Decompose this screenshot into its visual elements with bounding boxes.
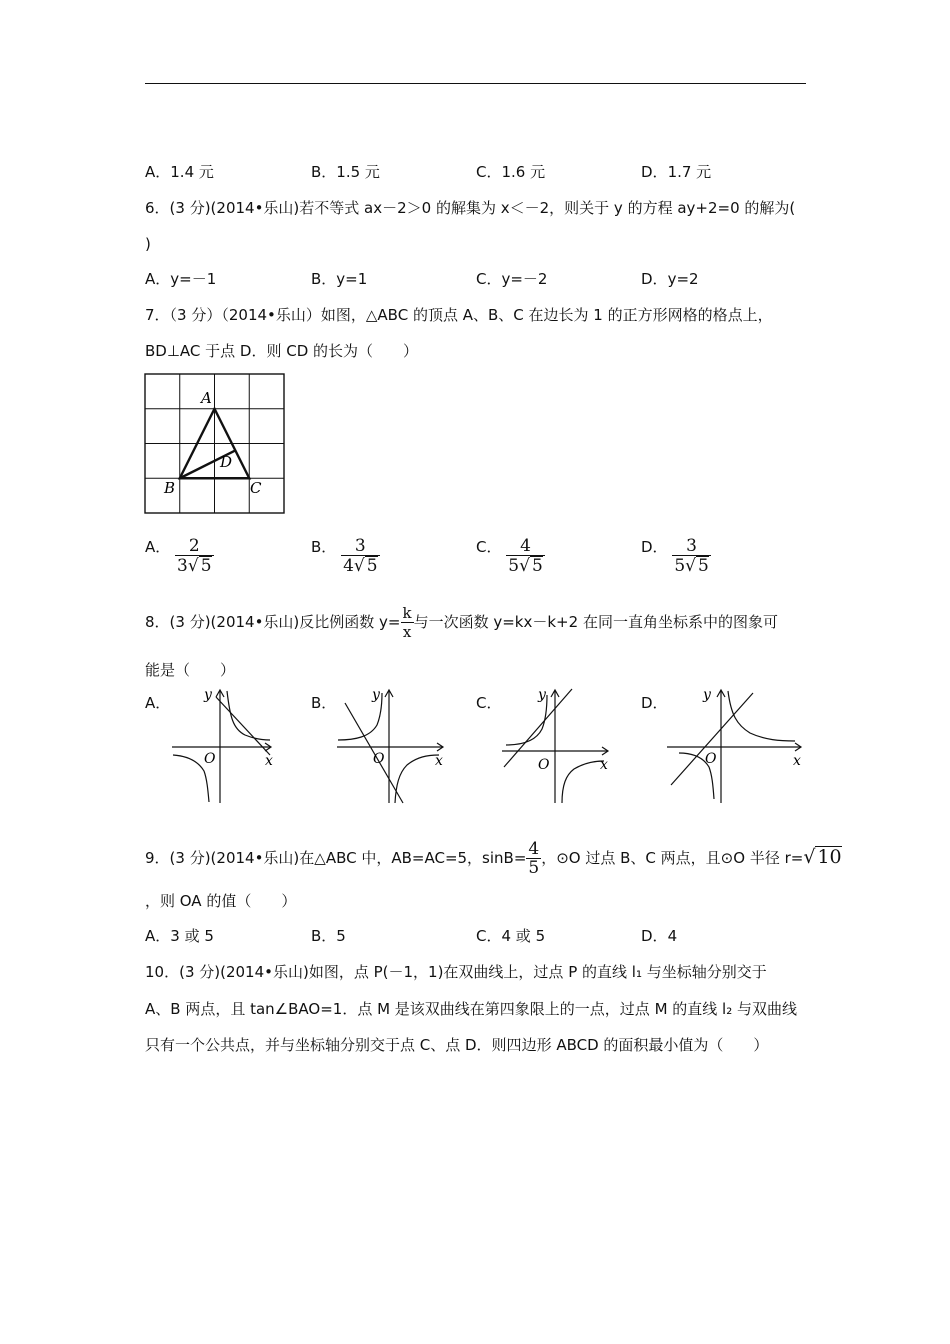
q6-option-d: D．y=2 [641, 270, 699, 288]
q7-label-b: B [164, 479, 176, 497]
q8-graph-b [335, 685, 445, 805]
q7-label-a: A [201, 389, 212, 407]
q8b-axis-y: y [372, 687, 380, 703]
q6-stem-line2: ) [145, 235, 151, 253]
q7-option-b: B． $\frac{3}{4√ 5}$ [311, 536, 378, 576]
q8b-axis-x: x [435, 753, 443, 769]
q8d-axis-x: x [793, 753, 801, 769]
q9-option-c: C．4 或 5 [476, 927, 546, 945]
q10-stem-line1: 10．(3 分)(2014•乐山)如图，点 P(－1，1)在双曲线上，过点 P 的直线 l₁ 与坐标轴分别交于 [145, 963, 767, 981]
q8a-axis-x: x [265, 753, 273, 769]
q8c-axis-y: y [538, 687, 546, 703]
q7-option-a: A． $\frac{2}{3√ 5}$ [145, 536, 212, 576]
q5-option-c: C．1.6 元 [476, 163, 546, 181]
q6-stem-line1: 6．(3 分)(2014•乐山)若不等式 ax－2＞0 的解集为 x＜－2，则关于 y 的方程 ay+2=0 的解为( [145, 199, 796, 217]
q7-label-c: C [250, 479, 262, 497]
q8-option-b-label: B． [311, 694, 337, 712]
q8b-origin: O [373, 751, 385, 767]
q10-stem-line2: A、B 两点，且 tan∠BAO=1．点 M 是该双曲线在第四象限上的一点，过点 M 的直线 l₂ 与双曲线 [145, 1000, 797, 1018]
q5-option-d: D．1.7 元 [641, 163, 712, 181]
q7-stem-line1: 7．（3 分）（2014•乐山）如图，△ABC 的顶点 A、B、C 在边长为 1 的正方形网格的格点上， [145, 306, 773, 324]
q5-option-a: A．1.4 元 [145, 163, 214, 181]
q6-option-a: A．y=－1 [145, 270, 217, 288]
q8a-origin: O [204, 751, 216, 767]
q8-stem-line1: 8．(3 分)(2014•乐山)反比例函数 y= $\frac{k}{x}$ 与一次函数 y=kx－k+2 在同一直角坐标系中的图象可 [145, 604, 778, 641]
q8d-origin: O [705, 751, 717, 767]
header-rule [145, 83, 806, 84]
q8-option-d-label: D． [641, 694, 668, 712]
q9-stem-line2: ，则 OA 的值（ ） [145, 892, 297, 910]
q9-option-d: D．4 [641, 927, 678, 945]
q8d-axis-y: y [703, 687, 711, 703]
q8-stem-line2: 能是（ ） [145, 661, 236, 679]
q8-graph-c [500, 685, 612, 805]
q8c-origin: O [538, 757, 550, 773]
q6-option-b: B．y=1 [311, 270, 368, 288]
q8-option-c-label: C． [476, 694, 502, 712]
q7-grid-figure [144, 373, 286, 515]
q7-stem-line2: BD⊥AC 于点 D．则 CD 的长为（ ） [145, 342, 419, 360]
q8-option-a-label: A． [145, 694, 171, 712]
q7-option-c: C． $\frac{4}{5√ 5}$ [476, 536, 543, 576]
q5-option-b: B．1.5 元 [311, 163, 380, 181]
q8-graph-d [665, 685, 805, 805]
q9-stem-line1: 9．(3 分)(2014•乐山)在△ABC 中，AB=AC=5，sinB= $\frac{4}{5}$ ，⊙O 过点 B、C 两点，且⊙O 半径 r=√ 10 [145, 839, 842, 878]
q8-graph-a [170, 685, 280, 805]
q8c-axis-x: x [600, 757, 608, 773]
q7-option-d: D． $\frac{3}{5√ 5}$ [641, 536, 709, 576]
q9-option-b: B．5 [311, 927, 346, 945]
q6-option-c: C．y=－2 [476, 270, 548, 288]
q7-label-d: D [220, 453, 233, 471]
q10-stem-line3: 只有一个公共点，并与坐标轴分别交于点 C、点 D．则四边形 ABCD 的面积最小值为（ ） [145, 1036, 769, 1054]
q9-option-a: A．3 或 5 [145, 927, 214, 945]
q8a-axis-y: y [204, 687, 212, 703]
